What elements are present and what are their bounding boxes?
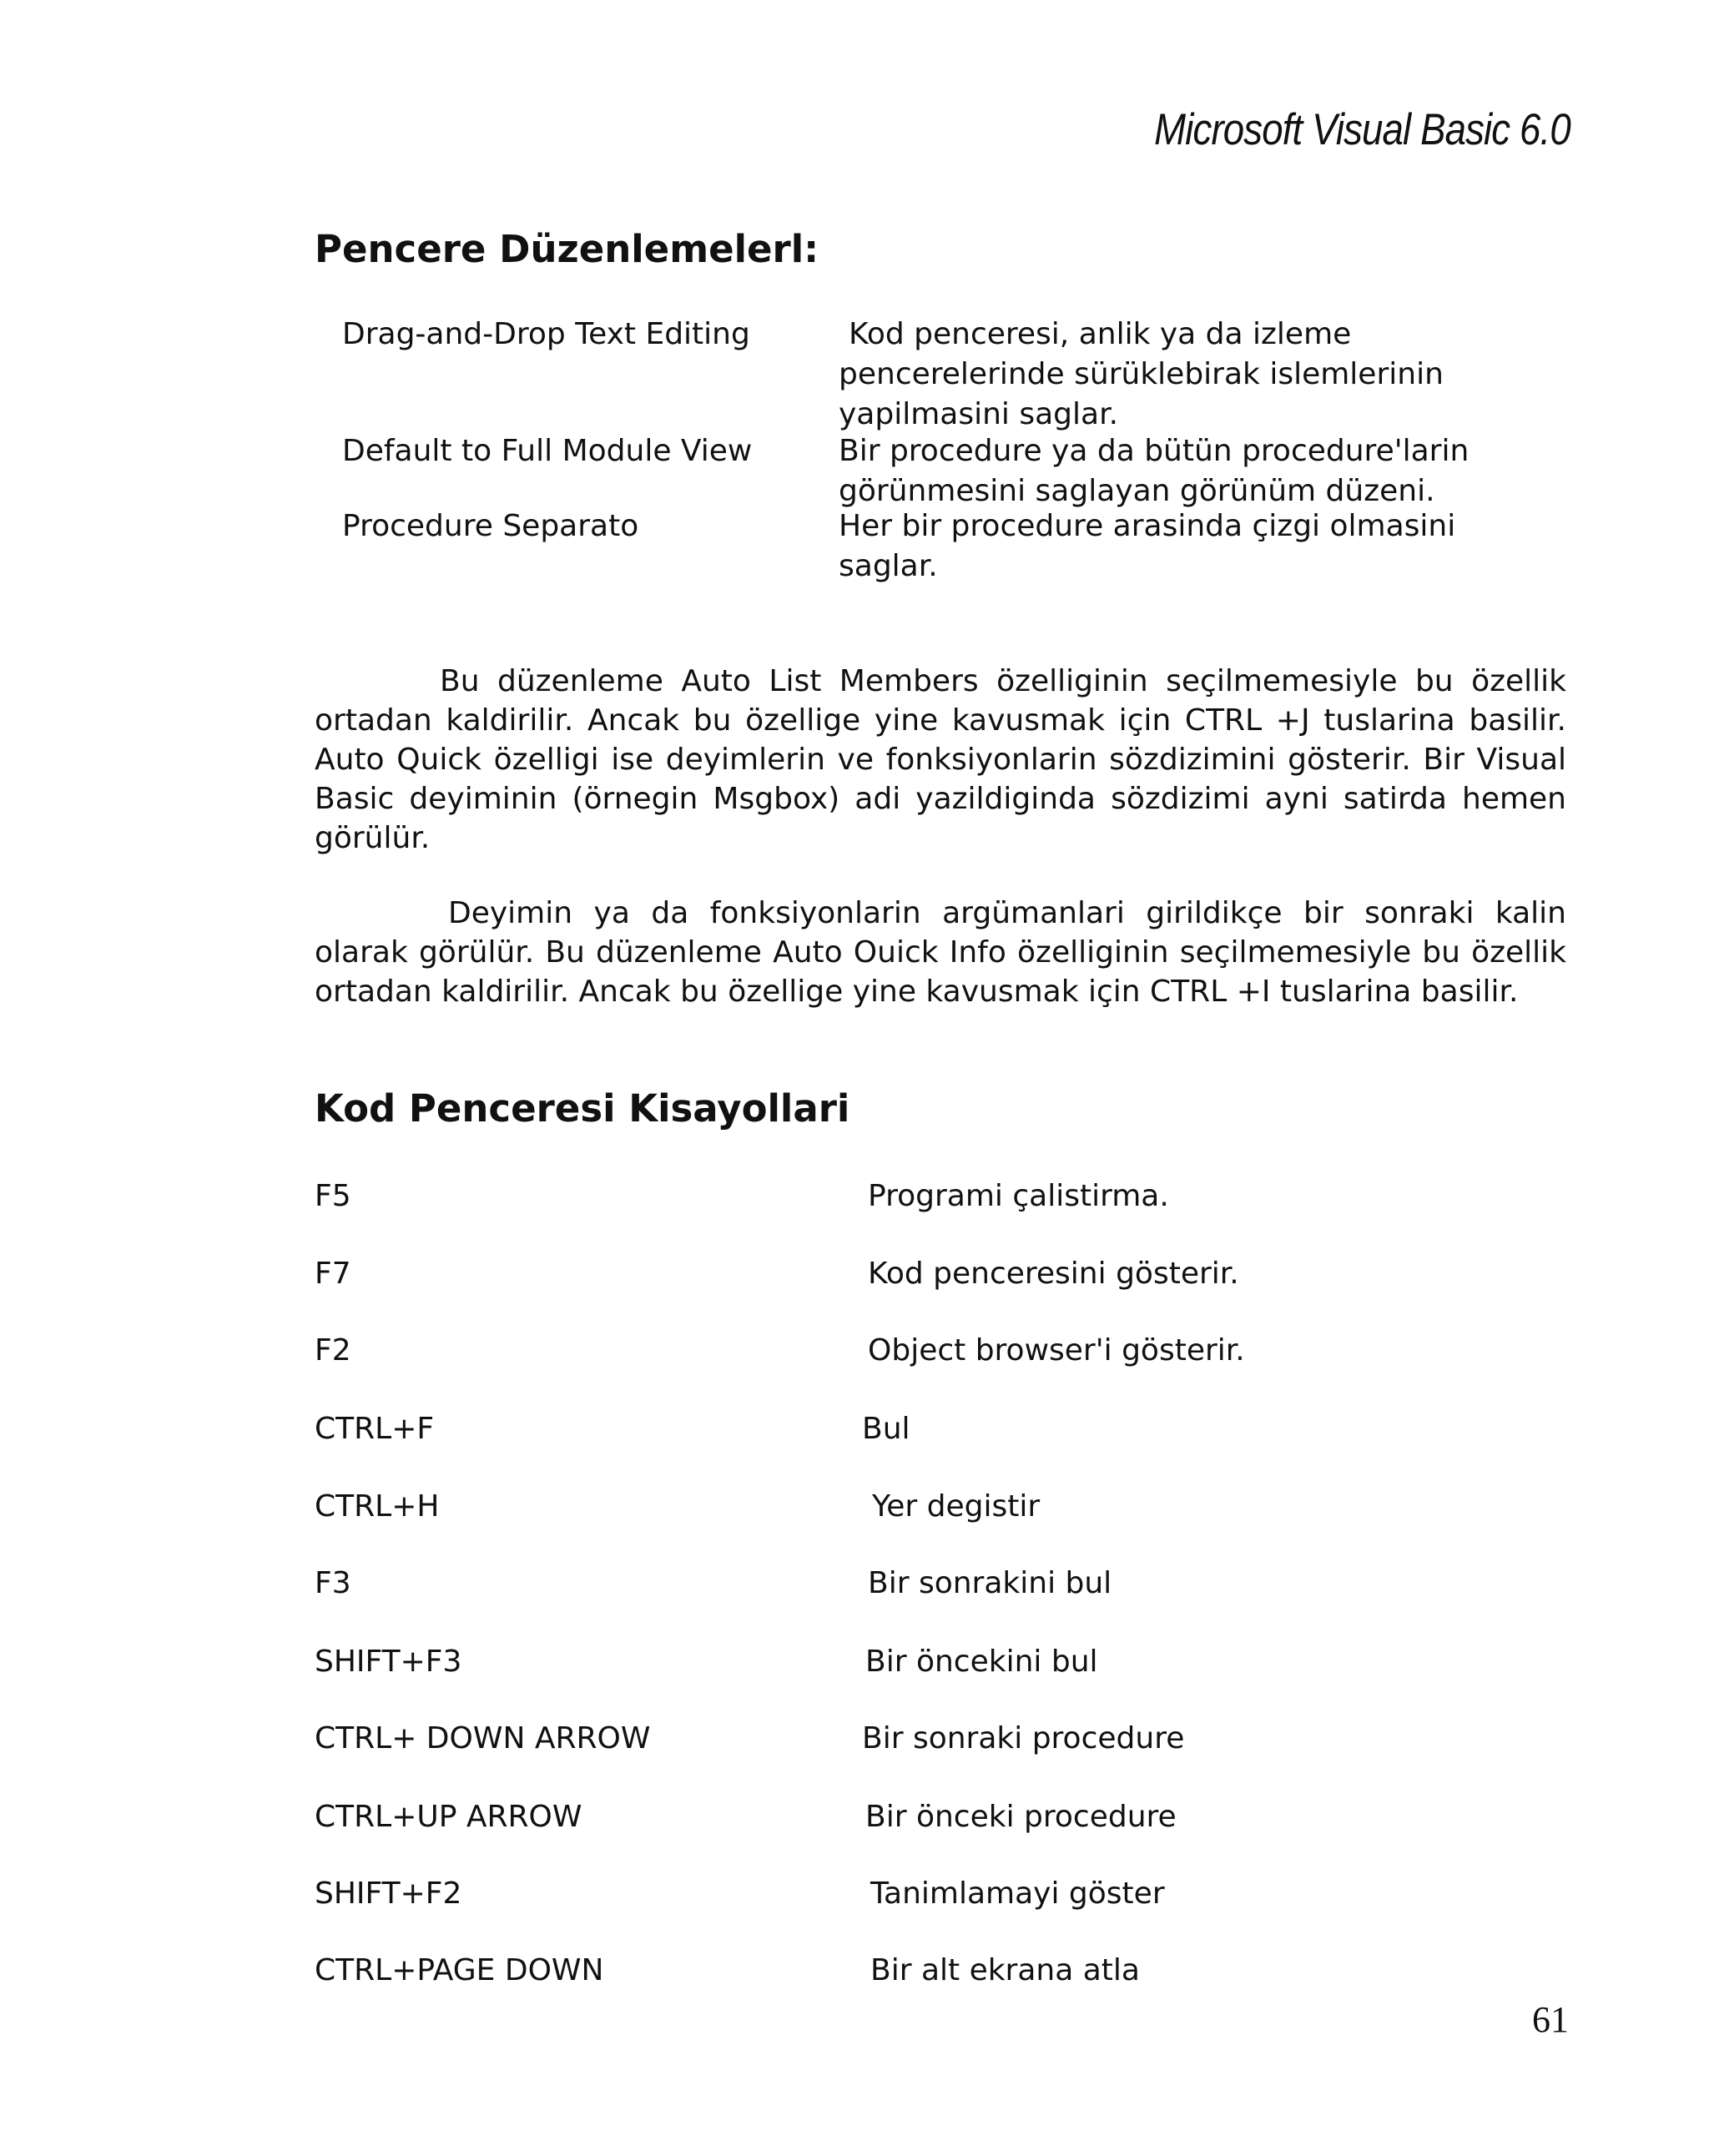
shortcut-key: CTRL+H: [315, 1489, 440, 1524]
shortcut-action: Bir alt ekrana atla: [870, 1953, 1140, 1987]
shortcut-key: CTRL+PAGE DOWN: [315, 1953, 604, 1987]
shortcut-action: Programi çalistirma.: [868, 1179, 1169, 1213]
shortcut-action: Yer degistir: [872, 1489, 1041, 1524]
shortcut-action: Bir sonraki procedure: [862, 1721, 1185, 1756]
shortcut-key: F5: [315, 1179, 351, 1213]
shortcut-key: F3: [315, 1566, 351, 1600]
running-header: Microsoft Visual Basic 6.0: [1154, 105, 1570, 154]
shortcut-action: Bir öncekini bul: [865, 1645, 1098, 1679]
shortcut-action: Bir önceki procedure: [865, 1800, 1177, 1834]
shortcut-action: Tanimlamayi göster: [870, 1876, 1165, 1911]
body-paragraph: Bu düzenleme Auto List Members özelliginin seçilmemesiyle bu özellik ortadan kaldirilir. Ancak bu özellige yine kavusmak için CTRL +J tuslarina basilir. Auto Quick özelligi ise deyimlerin ve fonksiyonlarin sözdizimini gösterir. Bir Visual Basic deyiminin (örnegin Msgbox) adi yazildiginda sözdizimi ayni satirda hemen görülür.: [315, 664, 1566, 855]
option-term: Default to Full Module View: [342, 434, 753, 468]
shortcut-key: CTRL+F: [315, 1412, 435, 1446]
section-heading-window-settings: Pencere Düzenlemelerl:: [315, 227, 819, 271]
shortcut-key: CTRL+UP ARROW: [315, 1800, 582, 1834]
section-heading-shortcuts: Kod Penceresi Kisayollari: [315, 1086, 850, 1131]
shortcut-key: CTRL+ DOWN ARROW: [315, 1721, 651, 1756]
option-description: Bir procedure ya da bütün procedure'larin görünmesini saglayan görünüm düzeni.: [839, 434, 1470, 508]
shortcut-action: Kod penceresini gösterir.: [868, 1257, 1239, 1291]
shortcut-key: F7: [315, 1257, 351, 1291]
shortcut-key: SHIFT+F3: [315, 1645, 462, 1679]
shortcut-action: Object browser'i gösterir.: [868, 1333, 1245, 1368]
body-paragraph: Deyimin ya da fonksiyonlarin argümanlari girildikçe bir sonraki kalin olarak görülür. Bu düzenleme Auto Ouick Info özelliginin seçilmemesiyle bu özellik ortadan kaldirilir. Ancak bu özellige yine kavusmak için CTRL +I tuslarina basilir.: [315, 896, 1566, 1009]
page-number: 61: [1532, 1999, 1569, 2040]
option-description: Her bir procedure arasinda çizgi olmasini saglar.: [839, 509, 1456, 583]
option-description: Kod penceresi, anlik ya da izleme pencerelerinde sürüklebirak islemlerinin yapilmasini saglar.: [839, 317, 1444, 431]
option-term: Procedure Separato: [342, 509, 639, 543]
shortcut-key: SHIFT+F2: [315, 1876, 462, 1911]
shortcut-key: F2: [315, 1333, 351, 1368]
option-term: Drag-and-Drop Text Editing: [342, 317, 750, 351]
shortcut-action: Bir sonrakini bul: [868, 1566, 1112, 1600]
shortcut-action: Bul: [862, 1412, 910, 1446]
